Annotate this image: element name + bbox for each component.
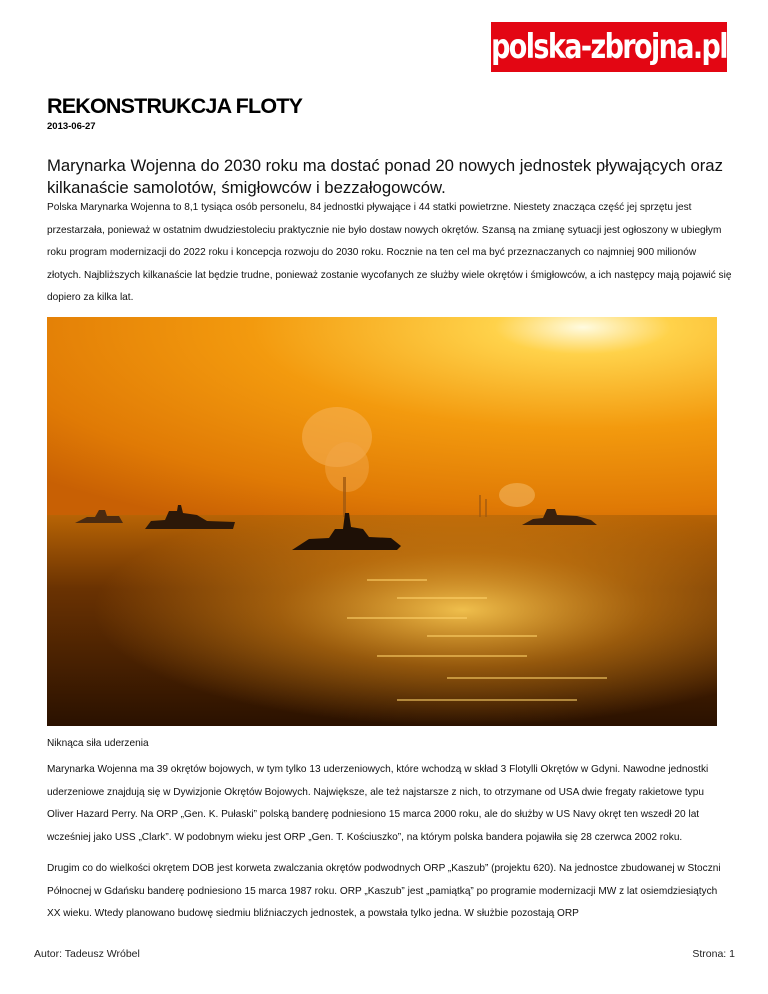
footer-author: Autor: Tadeusz Wróbel (34, 948, 140, 960)
site-logo-text: polska-zbrojna.pl (491, 27, 727, 67)
paragraph-kaszub: Drugim co do wielkości okrętem DOB jest korweta zwalczania okrętów podwodnych ORP „Kaszub” (projektu 620). Na jednostce zbudowanej w Stoczni Północnej w Gdańsku banderę podniesiono 15 marca 1987 roku. ORP „Kaszub” jest „pamiątką” po programie modernizacji MW z lat osiemdziesiątych XX wieku. Wtedy planowano budowę siedmiu bliźniaczych jednostek, a powstała tylko jedna. W służbie pozostają ORP (47, 863, 721, 919)
photo-caption: Niknąca siła uderzenia (47, 738, 149, 749)
article-date: 2013-06-27 (47, 121, 96, 132)
paragraph-intro: Polska Marynarka Wojenna to 8,1 tysiąca osób personelu, 84 jednostki pływające i 44 statki powietrzne. Niestety znacząca część jej sprzętu jest przestarzała, ponieważ w ostatnim dwudziestoleciu praktycznie nie było dostaw nowych okrętów. Szansą na zmianę sytuacji jest ogłoszony w ubiegłym roku program modernizacji do 2022 roku i koncepcja rozwoju do 2030 roku. Rocznie na ten cel ma być przeznaczanych co najmniej 900 milionów złotych. Najbliższych kilkanaście lat będzie trudne, ponieważ zostanie wycofanych ze służby wiele okrętów i śmigłowców, a ich następcy mają pojawić się dopiero za kilka lat. (47, 202, 732, 303)
article-title: REKONSTRUKCJA FLOTY (47, 94, 303, 118)
article-lead: Marynarka Wojenna do 2030 roku ma dostać ponad 20 nowych jednostek pływających oraz kilkanaście samolotów, śmigłowców i bezzałogowców. (47, 156, 723, 197)
site-logo[interactable] (491, 22, 727, 72)
article-photo (47, 317, 717, 726)
footer-page-number: Strona: 1 (692, 948, 735, 960)
paragraph-ships: Marynarka Wojenna ma 39 okrętów bojowych, w tym tylko 13 uderzeniowych, które wchodzą w skład 3 Flotylli Okrętów w Gdyni. Nawodne jednostki uderzeniowe znajdują się w Dywizjonie Okrętów Bojowych. Największe, ale też najstarsze z nich, to otrzymane od USA dwie fregaty rakietowe typu Oliver Hazard Perry. Na ORP „Gen. K. Pułaski” polską banderę podniesiono 15 marca 2000 roku, ale do służby w US Navy okręt ten wszedł 20 lat wcześniej jako USS „Clark”. W podobnym wieku jest ORP „Gen. T. Kościuszko”, na którym polska bandera pojawiła się 28 czerwca 2002 roku. (47, 764, 709, 843)
